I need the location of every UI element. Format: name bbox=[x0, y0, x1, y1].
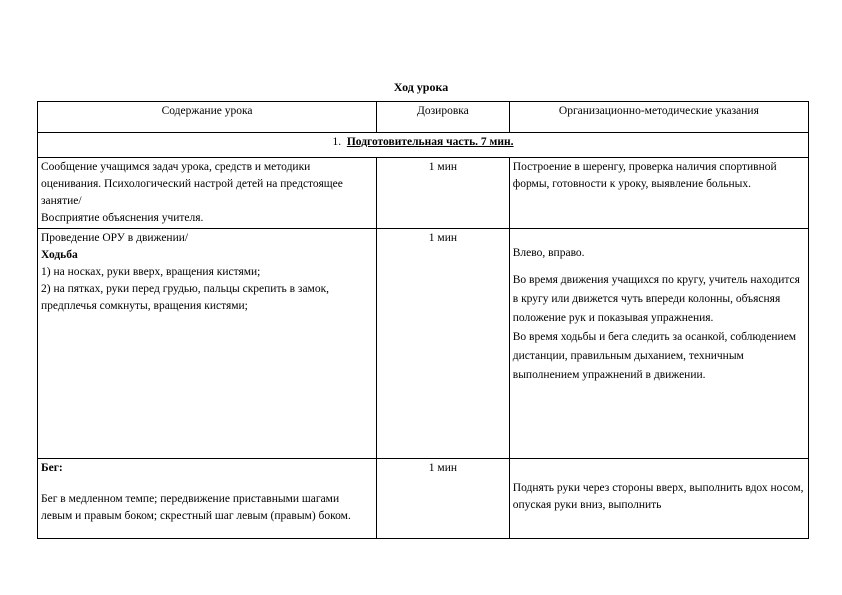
document-title: Ход урока bbox=[393, 80, 449, 94]
row3-notes bbox=[509, 459, 808, 539]
row3-content-line: Бег в медленном темпе; передвижение приставными шагами левым и правым боком; скрестный шаг левым (правым) боком. bbox=[41, 493, 351, 522]
section-number: 1. bbox=[332, 136, 342, 148]
row3-dose: 1 мин bbox=[377, 459, 510, 539]
table-header-row bbox=[38, 102, 809, 133]
row2-content-line: 2) на пятках, руки перед грудью, пальцы скрепить в замок, предплечья сомкнуты, вращения кистями; bbox=[41, 283, 330, 312]
section-row bbox=[38, 133, 809, 158]
row2-content-line: 1) на носках, руки вверх, вращения кистями; bbox=[41, 266, 261, 278]
row2-note: Влево, вправо. bbox=[512, 247, 585, 259]
row1-content-line: Восприятие объяснения учителя. bbox=[41, 212, 204, 224]
header-notes: Организационно-методические указания bbox=[509, 102, 808, 133]
table-row bbox=[38, 459, 809, 539]
row3-content bbox=[38, 459, 377, 539]
row1-content-line: Сообщение учащимся задач урока, средств и методики оценивания. Психологический настрой детей на предстоящее занятие/ bbox=[41, 161, 343, 207]
section-text: Подготовительная часть. 7 мин. bbox=[346, 136, 514, 148]
row2-notes bbox=[509, 229, 808, 459]
row1-notes: Построение в шеренгу, проверка наличия спортивной формы, готовности к уроку, выявление больных. bbox=[509, 158, 808, 229]
row3-run-heading: Бег: bbox=[41, 462, 63, 474]
table-row bbox=[38, 158, 809, 229]
row2-note: Во время ходьбы и бега следить за осанкой, соблюдением дистанции, правильным дыханием, техничным выполнением упражнений в движении. bbox=[512, 331, 797, 381]
row2-walking-heading: Ходьба bbox=[41, 249, 78, 261]
header-dose: Дозировка bbox=[377, 102, 510, 133]
table-row bbox=[38, 229, 809, 459]
row2-content bbox=[38, 229, 377, 459]
row3-note: Поднять руки через стороны вверх, выполнить вдох носом, опуская руки вниз, выполнить bbox=[512, 482, 804, 511]
row2-dose: 1 мин bbox=[377, 229, 510, 459]
lesson-table bbox=[37, 101, 809, 539]
row2-content-line: Проведение ОРУ в движении/ bbox=[41, 232, 189, 244]
row1-dose: 1 мин bbox=[377, 158, 510, 229]
row2-note: Во время движения учащихся по кругу, учитель находится в кругу или движется чуть впереди колонны, объясняя положение рук и показывая упражнения. bbox=[512, 274, 800, 324]
section-title bbox=[38, 133, 809, 158]
header-content: Содержание урока bbox=[38, 102, 377, 133]
row1-content bbox=[38, 158, 377, 229]
